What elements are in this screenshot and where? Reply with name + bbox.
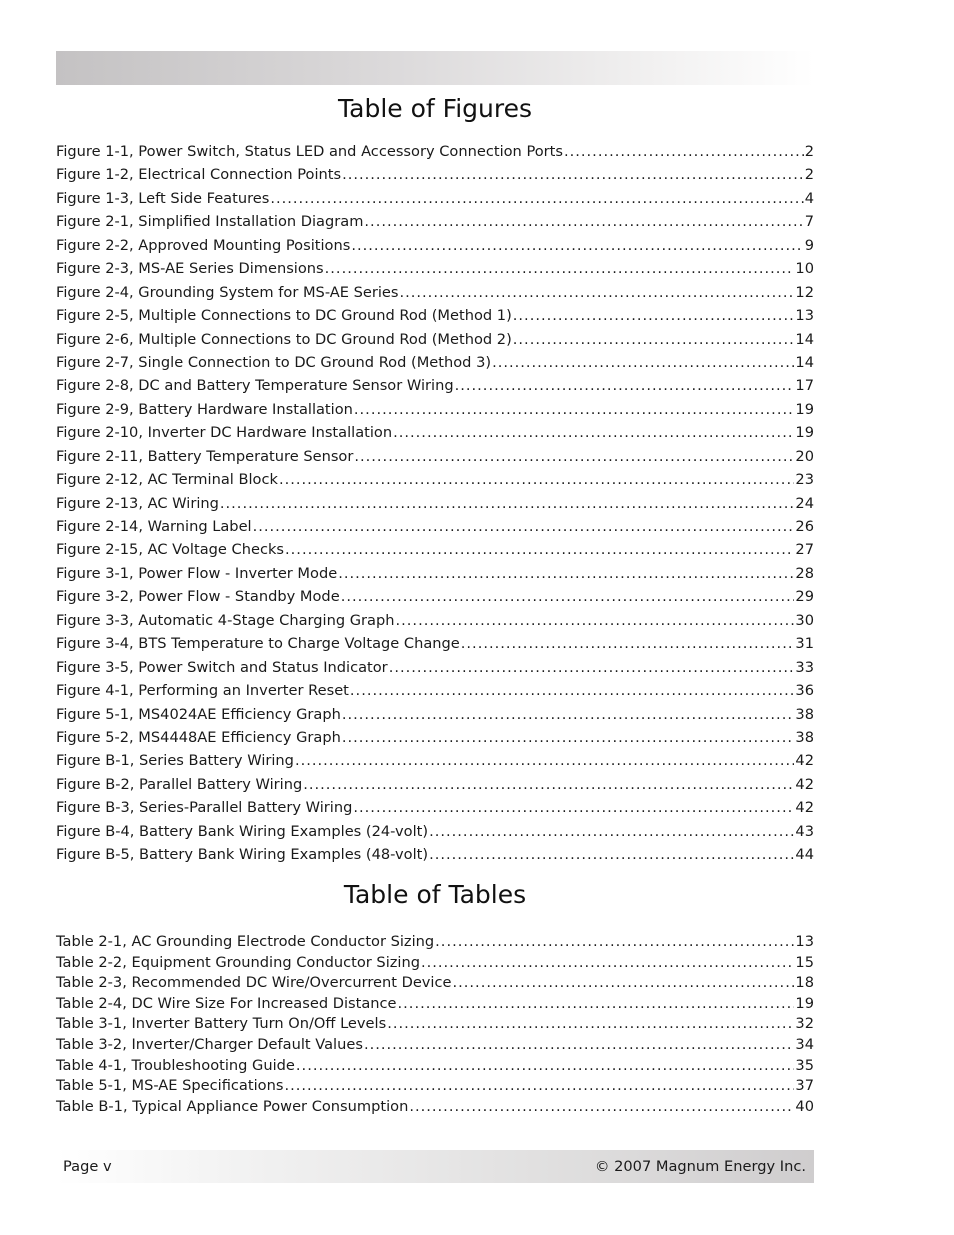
dot-leader: [393, 421, 794, 444]
copyright-notice: © 2007 Magnum Energy Inc.: [594, 1158, 806, 1175]
dot-leader: [325, 257, 795, 280]
entry-label: Figure 2-8, DC and Battery Temperature Sensor Wiring: [56, 377, 454, 395]
dot-leader: [399, 281, 794, 304]
entry-page-number: 35: [795, 1056, 814, 1074]
entry-label: Figure 3-4, BTS Temperature to Charge Voltage Change: [56, 635, 460, 653]
entry-label: Figure 2-3, MS-AE Series Dimensions: [56, 260, 324, 278]
toc-entry[interactable]: [56, 973, 814, 994]
dot-leader: [353, 796, 794, 819]
figures-list: [56, 140, 814, 867]
entry-page-number: 42: [795, 799, 814, 817]
entry-label: Figure 3-3, Automatic 4-Stage Charging Graph: [56, 611, 395, 629]
toc-entry[interactable]: [56, 994, 814, 1015]
toc-entry[interactable]: [56, 210, 814, 233]
dot-leader: [351, 234, 803, 257]
entry-label: Figure 1-2, Electrical Connection Points: [56, 166, 342, 184]
toc-entry[interactable]: [56, 843, 814, 866]
entry-label: Figure 2-12, AC Terminal Block: [56, 471, 278, 489]
entry-label: Table 2-1, AC Grounding Electrode Conductor Sizing: [56, 933, 435, 950]
toc-entry[interactable]: [56, 703, 814, 726]
toc-entry[interactable]: [56, 796, 814, 819]
dot-leader: [409, 1097, 794, 1118]
dot-leader: [270, 187, 803, 210]
toc-entry[interactable]: [56, 257, 814, 280]
dot-leader: [285, 538, 794, 561]
entry-label: Figure 2-10, Inverter DC Hardware Installation: [56, 424, 393, 442]
entry-label: Figure 1-1, Power Switch, Status LED and Accessory Connection Ports: [56, 143, 563, 160]
entry-label: Figure 2-2, Approved Mounting Positions: [56, 236, 351, 254]
entry-page-number: 31: [795, 635, 814, 653]
entry-label: Table 5-1, MS-AE Specifications: [56, 1077, 284, 1095]
entry-page-number: 29: [795, 588, 814, 606]
toc-entry[interactable]: [56, 726, 814, 749]
dot-leader: [220, 492, 795, 515]
dot-leader: [396, 609, 795, 632]
toc-entry[interactable]: [56, 585, 814, 608]
entry-page-number: 14: [795, 330, 814, 348]
figures-title: Table of Figures: [338, 94, 532, 123]
toc-entry[interactable]: [56, 1056, 814, 1077]
dot-leader: [253, 515, 795, 538]
entry-label: Table 4-1, Troubleshooting Guide: [56, 1056, 295, 1074]
entry-page-number: 38: [795, 728, 814, 746]
toc-entry[interactable]: [56, 163, 814, 186]
dot-leader: [455, 374, 795, 397]
dot-leader: [303, 773, 794, 796]
dot-leader: [364, 1035, 794, 1056]
dot-leader: [296, 1056, 795, 1077]
entry-page-number: 19: [795, 994, 814, 1012]
toc-entry[interactable]: [56, 679, 814, 702]
entry-label: Table 2-2, Equipment Grounding Conductor Sizing: [56, 953, 420, 971]
toc-entry[interactable]: [56, 421, 814, 444]
entry-label: Figure 3-2, Power Flow - Standby Mode: [56, 588, 340, 606]
entry-page-number: 13: [795, 933, 814, 950]
toc-entry[interactable]: [56, 1076, 814, 1097]
entry-label: Figure 2-11, Battery Temperature Sensor: [56, 447, 354, 465]
entry-page-number: 12: [795, 283, 814, 301]
toc-entry[interactable]: [56, 515, 814, 538]
header-bar: [56, 51, 814, 85]
dot-leader: [435, 932, 794, 953]
entry-label: Figure 2-15, AC Voltage Checks: [56, 541, 285, 559]
entry-page-number: 9: [804, 236, 814, 254]
entry-page-number: 33: [795, 658, 814, 676]
toc-entry[interactable]: [56, 632, 814, 655]
entry-page-number: 17: [795, 377, 814, 395]
toc-entry[interactable]: [56, 398, 814, 421]
entry-page-number: 42: [795, 775, 814, 793]
toc-entry[interactable]: [56, 1097, 814, 1118]
entry-page-number: 18: [795, 974, 814, 992]
entry-page-number: 14: [795, 353, 814, 371]
entry-label: Figure 2-5, Multiple Connections to DC Ground Rod (Method 1): [56, 307, 512, 325]
entry-label: Figure 2-1, Simplified Installation Diagram: [56, 213, 364, 231]
entry-label: Figure B-1, Series Battery Wiring: [56, 752, 294, 770]
toc-entry[interactable]: [56, 140, 814, 163]
entry-label: Figure 5-2, MS4448AE Efficiency Graph: [56, 728, 341, 746]
entry-page-number: 34: [795, 1035, 814, 1053]
dot-leader: [364, 210, 803, 233]
entry-label: Figure B-3, Series-Parallel Battery Wiring: [56, 799, 353, 817]
dot-leader: [295, 749, 794, 772]
toc-entry[interactable]: [56, 281, 814, 304]
toc-entry[interactable]: [56, 1014, 814, 1035]
entry-page-number: 32: [795, 1015, 814, 1033]
entry-page-number: 10: [795, 260, 814, 278]
dot-leader: [492, 351, 794, 374]
toc-entry[interactable]: [56, 953, 814, 974]
toc-entry[interactable]: [56, 234, 814, 257]
entry-page-number: 36: [795, 682, 814, 700]
entry-label: Figure 3-5, Power Switch and Status Indicator: [56, 658, 388, 676]
toc-entry[interactable]: [56, 468, 814, 491]
entry-label: Table 2-3, Recommended DC Wire/Overcurrent Device: [56, 974, 452, 992]
entry-page-number: 23: [795, 471, 814, 489]
entry-label: Figure B-4, Battery Bank Wiring Examples (24-volt): [56, 822, 429, 840]
entry-label: Figure 4-1, Performing an Inverter Reset: [56, 682, 349, 700]
entry-label: Table 3-1, Inverter Battery Turn On/Off Levels: [56, 1015, 387, 1033]
entry-page-number: 43: [795, 822, 814, 840]
entry-label: Figure 2-9, Battery Hardware Installation: [56, 400, 353, 418]
entry-page-number: 15: [795, 953, 814, 971]
dot-leader: [421, 953, 794, 974]
entry-label: Figure 2-7, Single Connection to DC Ground Rod (Method 3): [56, 353, 492, 371]
toc-entry[interactable]: [56, 932, 814, 953]
dot-leader: [387, 1014, 794, 1035]
entry-label: Figure 5-1, MS4024AE Efficiency Graph: [56, 705, 341, 723]
entry-page-number: 4: [804, 189, 814, 207]
toc-entry[interactable]: [56, 773, 814, 796]
entry-label: Figure B-5, Battery Bank Wiring Examples (48-volt): [56, 846, 429, 864]
toc-entry[interactable]: [56, 351, 814, 374]
entry-page-number: 20: [795, 447, 814, 465]
dot-leader: [398, 994, 795, 1015]
entry-page-number: 30: [795, 611, 814, 629]
entry-page-number: 28: [795, 564, 814, 582]
tables-title: Table of Tables: [343, 880, 527, 909]
entry-page-number: 19: [795, 400, 814, 418]
dot-leader: [429, 843, 794, 866]
dot-leader: [513, 304, 795, 327]
entry-page-number: 26: [795, 518, 814, 535]
entry-label: Figure B-2, Parallel Battery Wiring: [56, 775, 303, 793]
entry-page-number: 38: [795, 705, 814, 723]
dot-leader: [279, 468, 794, 491]
entry-page-number: 13: [795, 307, 814, 325]
entry-label: Table B-1, Typical Appliance Power Consumption: [56, 1097, 409, 1115]
dot-leader: [461, 632, 795, 655]
dot-leader: [350, 679, 795, 702]
toc-entry[interactable]: [56, 562, 814, 585]
dot-leader: [342, 726, 795, 749]
dot-leader: [354, 445, 794, 468]
entry-page-number: 37: [795, 1077, 814, 1095]
toc-entry[interactable]: [56, 304, 814, 327]
entry-label: Figure 2-14, Warning Label: [56, 518, 252, 535]
entry-page-number: 2: [804, 166, 814, 184]
toc-entry[interactable]: [56, 187, 814, 210]
footer-bar: [56, 1150, 814, 1183]
page-number: Page v: [63, 1158, 112, 1175]
dot-leader: [513, 328, 795, 351]
entry-label: Figure 2-6, Multiple Connections to DC Ground Rod (Method 2): [56, 330, 512, 348]
toc-entry[interactable]: [56, 445, 814, 468]
dot-leader: [284, 1076, 794, 1097]
entry-page-number: 24: [795, 494, 814, 512]
dot-leader: [341, 585, 795, 608]
entry-label: Figure 3-1, Power Flow - Inverter Mode: [56, 564, 338, 582]
toc-entry[interactable]: [56, 328, 814, 351]
entry-page-number: 2: [804, 143, 814, 160]
dot-leader: [342, 163, 804, 186]
dot-leader: [389, 656, 795, 679]
entry-page-number: 7: [804, 213, 814, 231]
toc-entry[interactable]: [56, 374, 814, 397]
dot-leader: [342, 703, 795, 726]
entry-label: Table 3-2, Inverter/Charger Default Values: [56, 1035, 363, 1053]
tables-list: [56, 932, 814, 1117]
entry-page-number: 27: [795, 541, 814, 559]
entry-label: Figure 1-3, Left Side Features: [56, 189, 270, 207]
toc-entry[interactable]: [56, 1035, 814, 1056]
toc-entry[interactable]: [56, 820, 814, 843]
toc-entry[interactable]: [56, 609, 814, 632]
toc-entry[interactable]: [56, 656, 814, 679]
dot-leader: [354, 398, 795, 421]
entry-page-number: 19: [795, 424, 814, 442]
entry-label: Figure 2-13, AC Wiring: [56, 494, 219, 512]
dot-leader: [429, 820, 794, 843]
toc-entry[interactable]: [56, 538, 814, 561]
entry-page-number: 42: [795, 752, 814, 770]
entry-label: Table 2-4, DC Wire Size For Increased Distance: [56, 994, 397, 1012]
entry-page-number: 40: [795, 1097, 814, 1115]
dot-leader: [338, 562, 794, 585]
entry-label: Figure 2-4, Grounding System for MS-AE Series: [56, 283, 399, 301]
toc-entry[interactable]: [56, 492, 814, 515]
dot-leader: [453, 973, 795, 994]
toc-entry[interactable]: [56, 749, 814, 772]
entry-page-number: 44: [795, 846, 814, 864]
dot-leader: [564, 140, 804, 163]
